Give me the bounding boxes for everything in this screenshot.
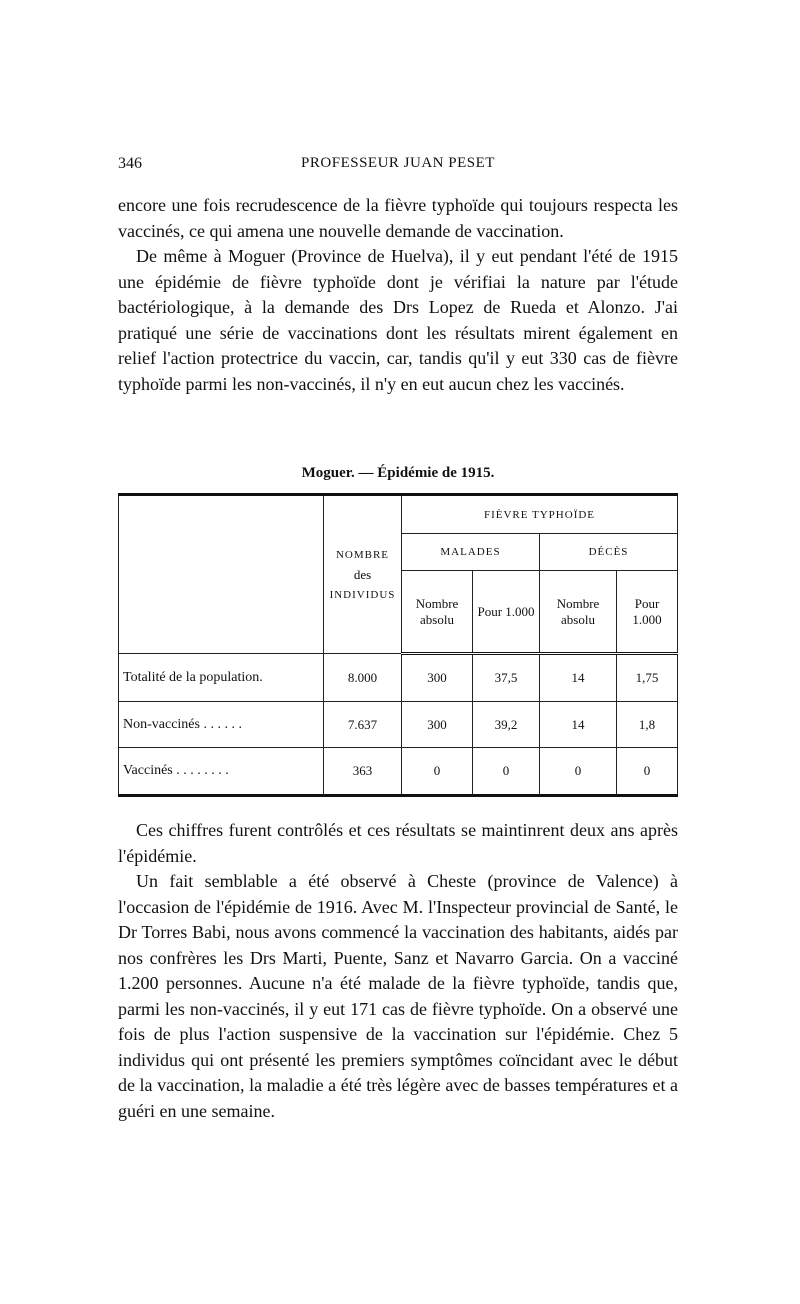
cell-deces-absolu: 0	[540, 747, 617, 795]
bottom-text-block	[118, 818, 678, 1124]
row-label: Totalité de la population.	[119, 654, 324, 702]
cell-deces-absolu: 14	[540, 654, 617, 702]
table-caption: Moguer. — Épidémie de 1915.	[301, 465, 495, 481]
cell-deces-absolu: 14	[540, 702, 617, 748]
row-label: Non-vaccinés . . . . . .	[119, 702, 324, 748]
table-row	[119, 747, 678, 795]
header-pour-mille: Pour 1.000	[617, 571, 678, 654]
header-nombre-absolu: Nombre absolu	[402, 571, 473, 654]
header-des: des	[353, 566, 372, 582]
header-nombre-individus	[324, 495, 402, 654]
page-number: 346	[118, 155, 142, 172]
running-title: PROFESSEUR JUAN PESET	[301, 155, 495, 171]
cell-deces-pour-mille: 0	[617, 747, 678, 795]
cell-malades-pour-mille: 37,5	[473, 654, 540, 702]
row-label: Vaccinés . . . . . . . .	[119, 747, 324, 795]
paragraph: Ces chiffres furent contrôlés et ces résultats se maintinrent deux ans après l'épidémie.	[118, 820, 678, 866]
top-text-block	[118, 193, 678, 397]
header-nombre-absolu: Nombre absolu	[540, 571, 617, 654]
cell-malades-pour-mille: 39,2	[473, 702, 540, 748]
paragraph: encore une fois recrudescence de la fièvre typhoïde qui toujours respecta les vaccinés, ce qui amena une nouvelle demande de vaccination.	[118, 195, 678, 241]
table-row	[119, 654, 678, 702]
cell-malades-absolu: 300	[402, 654, 473, 702]
cell-deces-pour-mille: 1,75	[617, 654, 678, 702]
page-header	[118, 155, 678, 177]
data-table-container	[118, 493, 678, 797]
table-header-row	[119, 495, 678, 534]
paragraph: De même à Moguer (Province de Huelva), il y eut pendant l'été de 1915 une épidémie de fièvre typhoïde dont je vérifiai la nature par l'étude bactériologique, à la demande des Drs Lopez de Rueda et Alonzo. J'ai pratiqué une série de vaccinations dont les résultats mirent également en relief l'action protectrice du vaccin, car, tandis qu'il y eut 330 cas de fièvre typhoïde parmi les non-vaccinés, il n'y en eut aucun chez les vaccinés.	[118, 246, 678, 394]
cell-malades-absolu: 300	[402, 702, 473, 748]
cell-individus: 8.000	[324, 654, 402, 702]
cell-malades-pour-mille: 0	[473, 747, 540, 795]
header-fievre-typhoide: FIÈVRE TYPHOÏDE	[402, 495, 678, 534]
header-nombre: NOMBRE	[335, 548, 390, 561]
header-malades: MALADES	[402, 534, 540, 571]
paragraph: Un fait semblable a été observé à Cheste (province de Valence) à l'occasion de l'épidémie de 1916. Avec M. l'Inspecteur provincial de Santé, le Dr Torres Babi, nous avons commencé la vaccination des habitants, aidés par nos confrères les Drs Marti, Puente, Sanz et Navarro Garcia. On a vacciné 1.200 personnes. Aucune n'a été malade de la fièvre typhoïde, tandis que, parmi les non-vaccinés, il y eut 171 cas de fièvre typhoïde. On a observé une fois de plus l'action suspensive de la vaccination sur l'épidémie. Chez 5 individus qui ont présenté les premiers symptômes coïncidant avec le début de la vaccination, la maladie a été très légère avec de basses températures et a guéri en une semaine.	[118, 871, 678, 1121]
epidemic-table	[118, 493, 678, 797]
cell-individus: 7.637	[324, 702, 402, 748]
header-pour-mille: Pour 1.000	[473, 571, 540, 654]
header-individus: INDIVIDUS	[329, 588, 396, 601]
cell-individus: 363	[324, 747, 402, 795]
header-blank-cell	[119, 495, 324, 654]
cell-deces-pour-mille: 1,8	[617, 702, 678, 748]
table-row	[119, 702, 678, 748]
header-deces: DÉCÈS	[540, 534, 678, 571]
cell-malades-absolu: 0	[402, 747, 473, 795]
